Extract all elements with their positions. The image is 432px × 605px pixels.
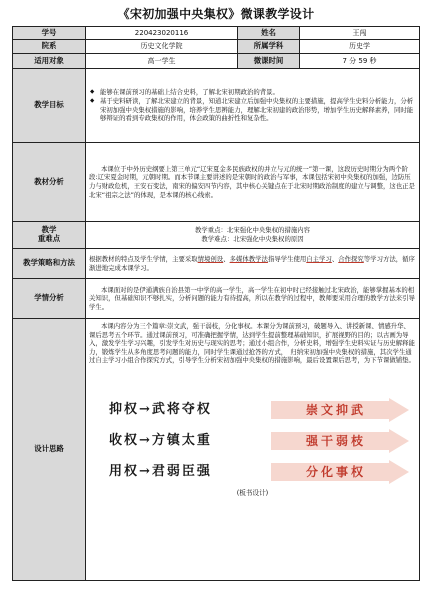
board-left: 用权→君弱臣强 <box>109 463 212 479</box>
target-label: 适用对象 <box>13 54 86 69</box>
objective-item: ◆ 能够在课前预习的基础上结合史料，了解北宋初期政治的背景。 <box>100 88 416 97</box>
board-caption: (板书设计) <box>236 488 269 497</box>
row-design <box>13 319 420 581</box>
student-id-value: 220423020116 <box>86 27 238 40</box>
name-value: 王闯 <box>300 27 420 40</box>
methods-label: 教学策略和方法 <box>13 249 86 279</box>
method-scenario: 情境创设 <box>197 254 224 263</box>
name-label: 姓名 <box>238 27 300 40</box>
methods-prefix: 根据教材的特点及学生学情，主要采取 <box>89 254 198 263</box>
row-focus <box>13 222 420 249</box>
objectives-content <box>86 69 420 143</box>
board-right: 强干弱枝 <box>305 433 366 448</box>
objectives-label: 教学目标 <box>13 69 86 143</box>
design-text: 本课内容分为三个篇章:崇文武，强干弱枝，分化事权。本课分为课前预习，破题导入、讲授新课、情感升华、课后思考五个环节。通过课前预习，可准确把握学情，达到学生提前整理基础知识，扩展视野的目的；以古画为导入，激发学生学习兴趣，引发学生对历史与现实的思考；通过小组合作，分析史料，增强学生史料实证与历史解释能力，锻炼学生从多角度思考问题的能力，同时学生课通过抢答的方式， 归纳宋初加强中央集权的措施，其次学生通过自主学习小组合作探究方式，引导学生分析宋初加强中央集权的措施影响，最后设置课后思考，为下节课做铺垫。 <box>89 322 415 365</box>
focus-label <box>13 222 86 249</box>
document-title: 《宋初加强中央集权》微课教学设计 <box>117 7 315 21</box>
analysis-text: 本课位于中外历史纲要上第三单元“辽宋夏金多民族政权的并立与元的统一”第一课，这段历史时期分为两个阶段:辽宋夏金时期，元朝时期。而本节课主要讲述的是宋朝时的政治与军事，本课包括宋初中央集权的加强，边防压力与财政危机，王安石变法，南宋的偏安四节内容，其中核心关键点在于北宋时期政治制度的建立与调整，这也正是北宋“祖宗之法”的体现，是本课的核心线索。 <box>86 143 420 222</box>
row-analysis <box>13 143 420 222</box>
row-college <box>13 40 420 54</box>
board-right: 分化事权 <box>305 464 366 479</box>
subject-value: 历史学 <box>300 40 420 54</box>
board-arrow <box>271 460 409 484</box>
method-multimedia: 多媒体教学法 <box>229 254 268 263</box>
row-learners <box>13 279 420 319</box>
board-right: 崇文抑武 <box>305 402 366 417</box>
focus-content <box>86 222 420 249</box>
focus-label-line1: 教学 <box>41 225 57 235</box>
subject-label: 所属学科 <box>238 40 300 54</box>
key-point: 教学重点：北宋强化中央集权的措施内容 <box>194 226 311 235</box>
board-arrow <box>271 429 409 453</box>
learners-text: 本课面对的是伊通满族自治县第一中学的高一学生，高一学生在初中时已经接触过北宋政治，能够掌握基本的相关知识，但基础知识不够扎实，分析问题的能力有待提高，所以在教学的过程中，教师要采用合理的教学方法来引导学生。 <box>86 279 420 319</box>
row-student-id <box>13 27 420 40</box>
learners-label: 学情分析 <box>13 279 86 319</box>
row-objectives <box>13 69 420 143</box>
focus-label-line2: 重难点 <box>37 234 61 243</box>
board-row <box>109 458 416 486</box>
design-label: 设计思路 <box>13 319 86 581</box>
target-value: 高一学生 <box>86 54 238 69</box>
methods-sep-2: 、 <box>331 254 339 263</box>
college-value: 历史文化学院 <box>86 40 238 54</box>
lesson-plan-table <box>12 26 420 581</box>
row-target <box>13 54 420 69</box>
method-self-study: 自主学习 <box>306 254 332 263</box>
method-cooperative: 合作探究 <box>338 254 364 263</box>
objectives-list <box>89 88 416 122</box>
time-value: 7 分 59 秒 <box>300 54 420 69</box>
college-label: 院系 <box>13 40 86 54</box>
board-left: 收权→方镇太重 <box>109 432 212 448</box>
student-id-label: 学号 <box>13 27 86 40</box>
difficult-point: 教学难点：北宋强化中央集权的原因 <box>201 235 304 243</box>
row-methods <box>13 249 420 279</box>
time-label: 微课时间 <box>238 54 300 69</box>
board-left: 抑权→武将夺权 <box>109 401 212 417</box>
methods-sep: 、 <box>223 254 230 263</box>
methods-suffix: 等学习方法，循序渐进地完成本课学习。 <box>89 254 415 272</box>
board-arrow <box>271 398 409 422</box>
methods-mid: 指导学生使用 <box>267 254 307 263</box>
analysis-label: 教材分析 <box>13 143 86 222</box>
board-row <box>109 427 416 455</box>
objective-item: ◆ 基于史料研读，了解北宋建立的背景，知道北宋建立后加强中央集权的主要措施，提高学生史料分析能力，分析宋初加强中央集权措施的影响，培养学生思辨能力，理解北宋初建的政治形势，增加学生历史解释素养，同时能够辩证的看到专政集权的作用，体会政策的曲折性和复杂性。 <box>100 97 416 123</box>
methods-text <box>86 249 420 279</box>
board-row <box>109 396 416 424</box>
design-content <box>86 319 420 581</box>
